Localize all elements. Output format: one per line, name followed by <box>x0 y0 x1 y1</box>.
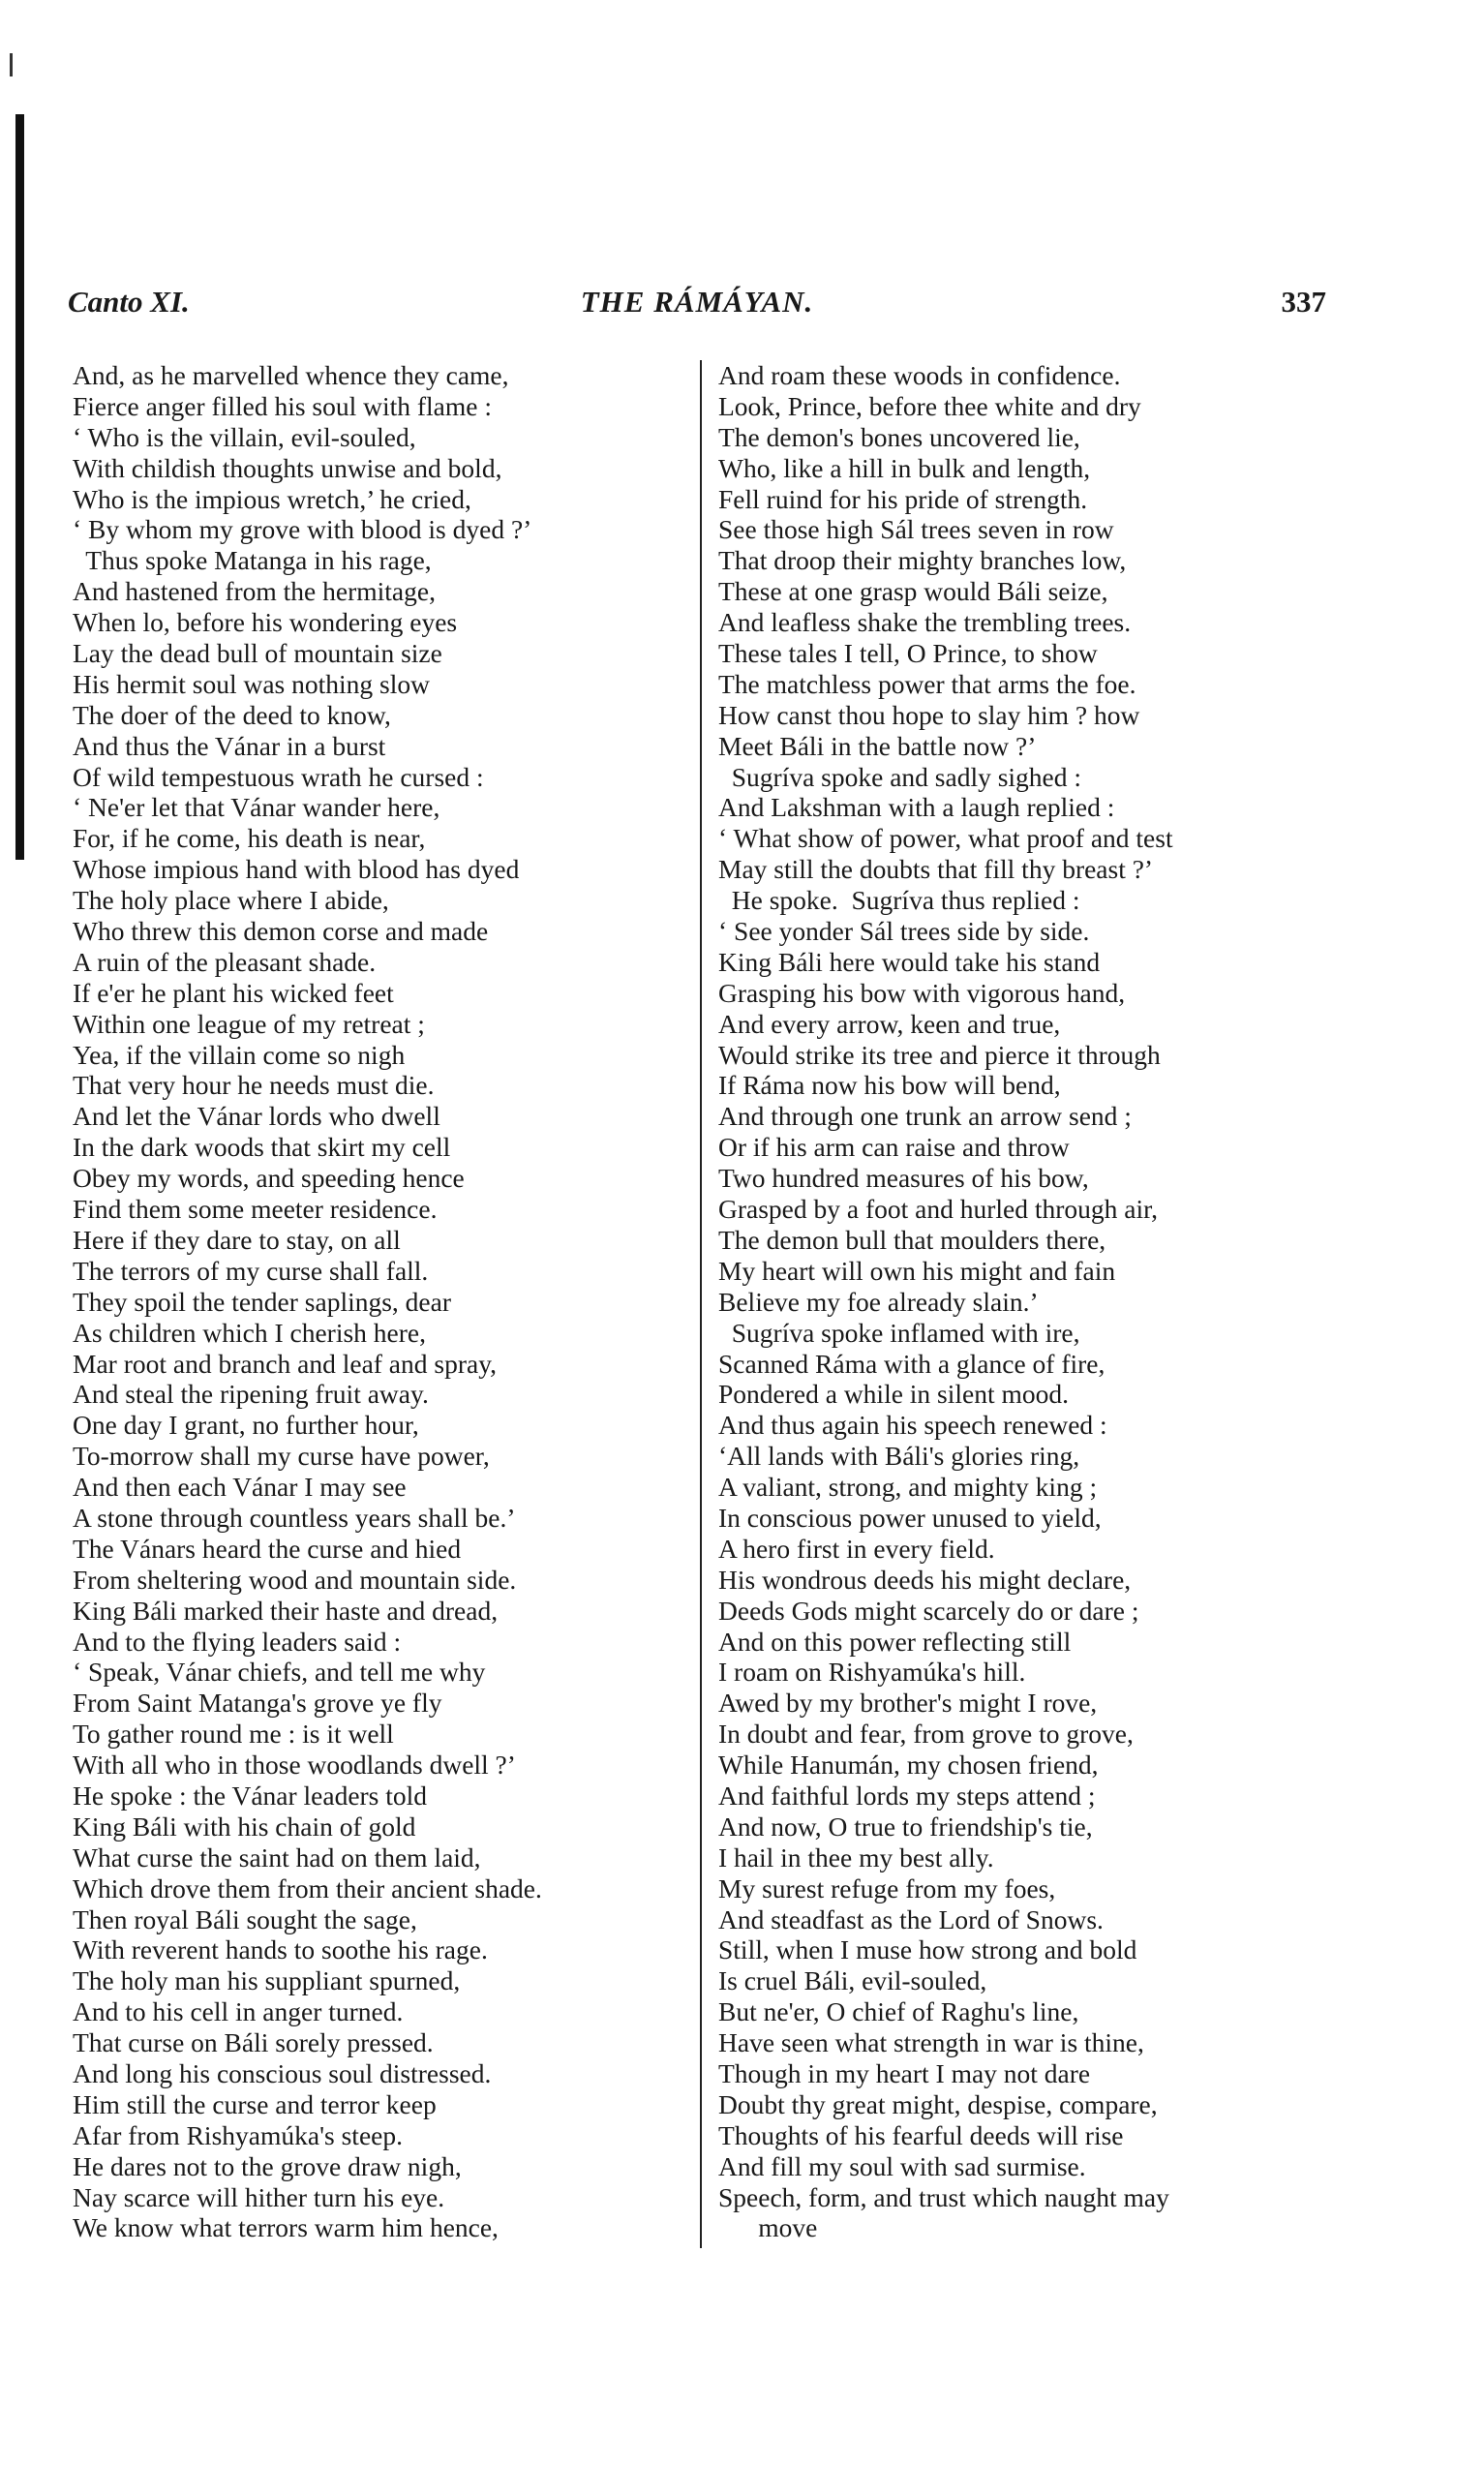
verse-line: And fill my soul with sad surmise. <box>718 2150 1086 2181</box>
verse-line: Fierce anger filled his soul with flame : <box>73 390 493 421</box>
verse-line: King Báli with his chain of gold <box>73 1811 416 1842</box>
verse-line: And to his cell in anger turned. <box>73 1996 404 2027</box>
verse-line: ‘All lands with Báli's glories ring, <box>718 1441 1080 1472</box>
verse-line: move <box>718 2212 818 2243</box>
verse-line: With all who in those woodlands dwell ?’ <box>73 1750 516 1781</box>
verse-line: A hero first in every field. <box>718 1533 995 1564</box>
verse-line: And every arrow, keen and true, <box>718 1008 1061 1039</box>
verse-line: My heart will own his might and fain <box>718 1255 1116 1286</box>
verse-line: In doubt and fear, from grove to grove, <box>718 1719 1134 1750</box>
verse-line: ‘ Ne'er let that Vánar wander here, <box>73 792 440 823</box>
verse-line: Have seen what strength in war is thine, <box>718 2027 1144 2058</box>
verse-line: Believe my foe already slain.’ <box>718 1286 1039 1317</box>
verse-line: Lay the dead bull of mountain size <box>73 638 442 669</box>
verse-line: While Hanumán, my chosen friend, <box>718 1750 1099 1781</box>
verse-line: And leafless shake the trembling trees. <box>718 607 1132 638</box>
verse-line: Two hundred measures of his bow, <box>718 1163 1089 1194</box>
verse-line: Would strike its tree and pierce it through <box>718 1039 1161 1070</box>
verse-line: These tales I tell, O Prince, to show <box>718 638 1098 669</box>
verse-line: As children which I cherish here, <box>73 1317 427 1348</box>
verse-line: How canst thou hope to slay him ? how <box>718 699 1140 730</box>
verse-line: Still, when I muse how strong and bold <box>718 1934 1137 1965</box>
verse-line: That very hour he needs must die. <box>73 1070 435 1101</box>
verse-line: King Báli marked their haste and dread, <box>73 1595 499 1626</box>
verse-line: Whose impious hand with blood has dyed <box>73 854 520 885</box>
verse-line: That droop their mighty branches low, <box>718 545 1127 576</box>
verse-line: Sugríva spoke inflamed with ire, <box>718 1317 1080 1348</box>
verse-line: And faithful lords my steps attend ; <box>718 1780 1096 1811</box>
verse-line: And thus the Vánar in a burst <box>73 730 386 761</box>
page-number: 337 <box>1281 285 1326 319</box>
verse-line: Grasped by a foot and hurled through air, <box>718 1194 1159 1225</box>
verse-line: Within one league of my retreat ; <box>73 1008 425 1039</box>
verse-line: In conscious power unused to yield, <box>718 1502 1102 1533</box>
verse-line: His wondrous deeds his might declare, <box>718 1564 1132 1595</box>
verse-line: Meet Báli in the battle now ?’ <box>718 730 1037 761</box>
verse-line: One day I grant, no further hour, <box>73 1410 419 1441</box>
verse-line: ‘ Speak, Vánar chiefs, and tell me why <box>73 1657 486 1688</box>
verse-line: The Vánars heard the curse and hied <box>73 1533 462 1564</box>
verse-line: Awed by my brother's might I rove, <box>718 1688 1098 1719</box>
verse-line: And now, O true to friendship's tie, <box>718 1811 1093 1842</box>
verse-line: If e'er he plant his wicked feet <box>73 977 394 1008</box>
verse-line: The demon bull that moulders there, <box>718 1224 1106 1255</box>
verse-line: May still the doubts that fill thy breast ?’ <box>718 854 1154 885</box>
verse-line: Or if his arm can raise and throw <box>718 1132 1070 1163</box>
verse-line: Sugríva spoke and sadly sighed : <box>718 761 1082 792</box>
verse-line: Is cruel Báli, evil-souled, <box>718 1965 987 1996</box>
verse-line: My surest refuge from my foes, <box>718 1872 1056 1903</box>
column-divider <box>700 360 702 2248</box>
verse-line: When lo, before his wondering eyes <box>73 607 458 638</box>
verse-line: And then each Vánar I may see <box>73 1472 407 1503</box>
verse-line: To gather round me : is it well <box>73 1719 394 1750</box>
verse-line: Here if they dare to stay, on all <box>73 1224 401 1255</box>
verse-line: A valiant, strong, and mighty king ; <box>718 1472 1098 1503</box>
verse-line: He spoke. Sugríva thus replied : <box>718 885 1080 916</box>
verse-line: He dares not to the grove draw nigh, <box>73 2150 462 2181</box>
verse-line: Thoughts of his fearful deeds will rise <box>718 2119 1124 2150</box>
verse-line: Who is the impious wretch,’ he cried, <box>73 483 471 514</box>
verse-line: ‘ By whom my grove with blood is dyed ?’ <box>73 514 532 545</box>
verse-line: I hail in thee my best ally. <box>718 1842 994 1872</box>
verse-line: Deeds Gods might scarcely do or dare ; <box>718 1595 1139 1626</box>
verse-line: And steal the ripening fruit away. <box>73 1379 429 1410</box>
verse-line: Though in my heart I may not dare <box>718 2057 1091 2088</box>
verse-line: A stone through countless years shall be.’ <box>73 1502 516 1533</box>
verse-line: With childish thoughts unwise and bold, <box>73 452 502 483</box>
verse-line: Find them some meeter residence. <box>73 1194 438 1225</box>
verse-line: The doer of the deed to know, <box>73 699 391 730</box>
right-verse-column <box>718 360 1348 2243</box>
scan-mark <box>10 53 13 76</box>
verse-line: Then royal Báli sought the sage, <box>73 1903 417 1934</box>
verse-line: Scanned Ráma with a glance of fire, <box>718 1348 1105 1379</box>
verse-line: ‘ Who is the villain, evil-souled, <box>73 421 416 452</box>
verse-line: With reverent hands to soothe his rage. <box>73 1934 488 1965</box>
verse-line: Grasping his bow with vigorous hand, <box>718 977 1126 1008</box>
verse-line: And long his conscious soul distressed. <box>73 2057 492 2088</box>
verse-line: See those high Sál trees seven in row <box>718 514 1114 545</box>
verse-line: Speech, form, and trust which naught may <box>718 2181 1169 2212</box>
verse-line: Nay scarce will hither turn his eye. <box>73 2181 445 2212</box>
verse-line: His hermit soul was nothing slow <box>73 668 430 699</box>
verse-line: And steadfast as the Lord of Snows. <box>718 1903 1104 1934</box>
verse-line: And Lakshman with a laugh replied : <box>718 792 1115 823</box>
verse-line: These at one grasp would Báli seize, <box>718 576 1108 607</box>
canto-label: Canto XI. <box>68 285 190 319</box>
verse-line: And, as he marvelled whence they came, <box>73 360 509 390</box>
verse-line: Who, like a hill in bulk and length, <box>718 452 1091 483</box>
verse-line: Doubt thy great might, despise, compare, <box>718 2088 1158 2119</box>
verse-line: And roam these woods in confidence. <box>718 360 1121 390</box>
scan-edge-bar <box>15 114 24 860</box>
verse-line: In the dark woods that skirt my cell <box>73 1132 451 1163</box>
verse-line: Him still the curse and terror keep <box>73 2088 437 2119</box>
verse-line: And thus again his speech renewed : <box>718 1410 1107 1441</box>
verse-line: Which drove them from their ancient shade. <box>73 1872 542 1903</box>
verse-line: That curse on Báli sorely pressed. <box>73 2027 434 2058</box>
page-header <box>68 285 1326 333</box>
verse-line: And through one trunk an arrow send ; <box>718 1101 1132 1132</box>
left-verse-column <box>73 360 697 2243</box>
verse-line: Thus spoke Matanga in his rage, <box>73 545 432 576</box>
verse-line: ‘ See yonder Sál trees side by side. <box>718 916 1090 947</box>
verse-line: And hastened from the hermitage, <box>73 576 436 607</box>
verse-line: They spoil the tender saplings, dear <box>73 1286 452 1317</box>
verse-line: To-morrow shall my curse have power, <box>73 1441 490 1472</box>
verse-line: I roam on Rishyamúka's hill. <box>718 1657 1026 1688</box>
book-title: THE RÁMÁYAN. <box>580 285 814 319</box>
verse-line: And on this power reflecting still <box>718 1626 1072 1657</box>
verse-line: The demon's bones uncovered lie, <box>718 421 1080 452</box>
verse-line: Obey my words, and speeding hence <box>73 1163 465 1194</box>
verse-line: A ruin of the pleasant shade. <box>73 946 377 977</box>
verse-line: Look, Prince, before thee white and dry <box>718 390 1141 421</box>
verse-line: The matchless power that arms the foe. <box>718 668 1136 699</box>
verse-line: Who threw this demon corse and made <box>73 916 489 947</box>
verse-line: The holy place where I abide, <box>73 885 389 916</box>
verse-line: We know what terrors warm him hence, <box>73 2212 499 2243</box>
verse-line: Yea, if the villain come so nigh <box>73 1039 406 1070</box>
verse-line: But ne'er, O chief of Raghu's line, <box>718 1996 1079 2027</box>
verse-line: Pondered a while in silent mood. <box>718 1379 1070 1410</box>
verse-line: If Ráma now his bow will bend, <box>718 1070 1061 1101</box>
verse-line: Afar from Rishyamúka's steep. <box>73 2119 403 2150</box>
verse-line: For, if he come, his death is near, <box>73 823 426 854</box>
verse-line: ‘ What show of power, what proof and test <box>718 823 1173 854</box>
verse-line: And to the flying leaders said : <box>73 1626 402 1657</box>
verse-line: And let the Vánar lords who dwell <box>73 1101 440 1132</box>
verse-line: From Saint Matanga's grove ye fly <box>73 1688 442 1719</box>
verse-line: The holy man his suppliant spurned, <box>73 1965 461 1996</box>
verse-line: Fell ruind for his pride of strength. <box>718 483 1088 514</box>
verse-line: He spoke : the Vánar leaders told <box>73 1780 428 1811</box>
verse-line: Of wild tempestuous wrath he cursed : <box>73 761 484 792</box>
verse-line: The terrors of my curse shall fall. <box>73 1255 429 1286</box>
verse-line: Mar root and branch and leaf and spray, <box>73 1348 498 1379</box>
verse-line: King Báli here would take his stand <box>718 946 1101 977</box>
verse-line: What curse the saint had on them laid, <box>73 1842 481 1872</box>
verse-line: From sheltering wood and mountain side. <box>73 1564 517 1595</box>
